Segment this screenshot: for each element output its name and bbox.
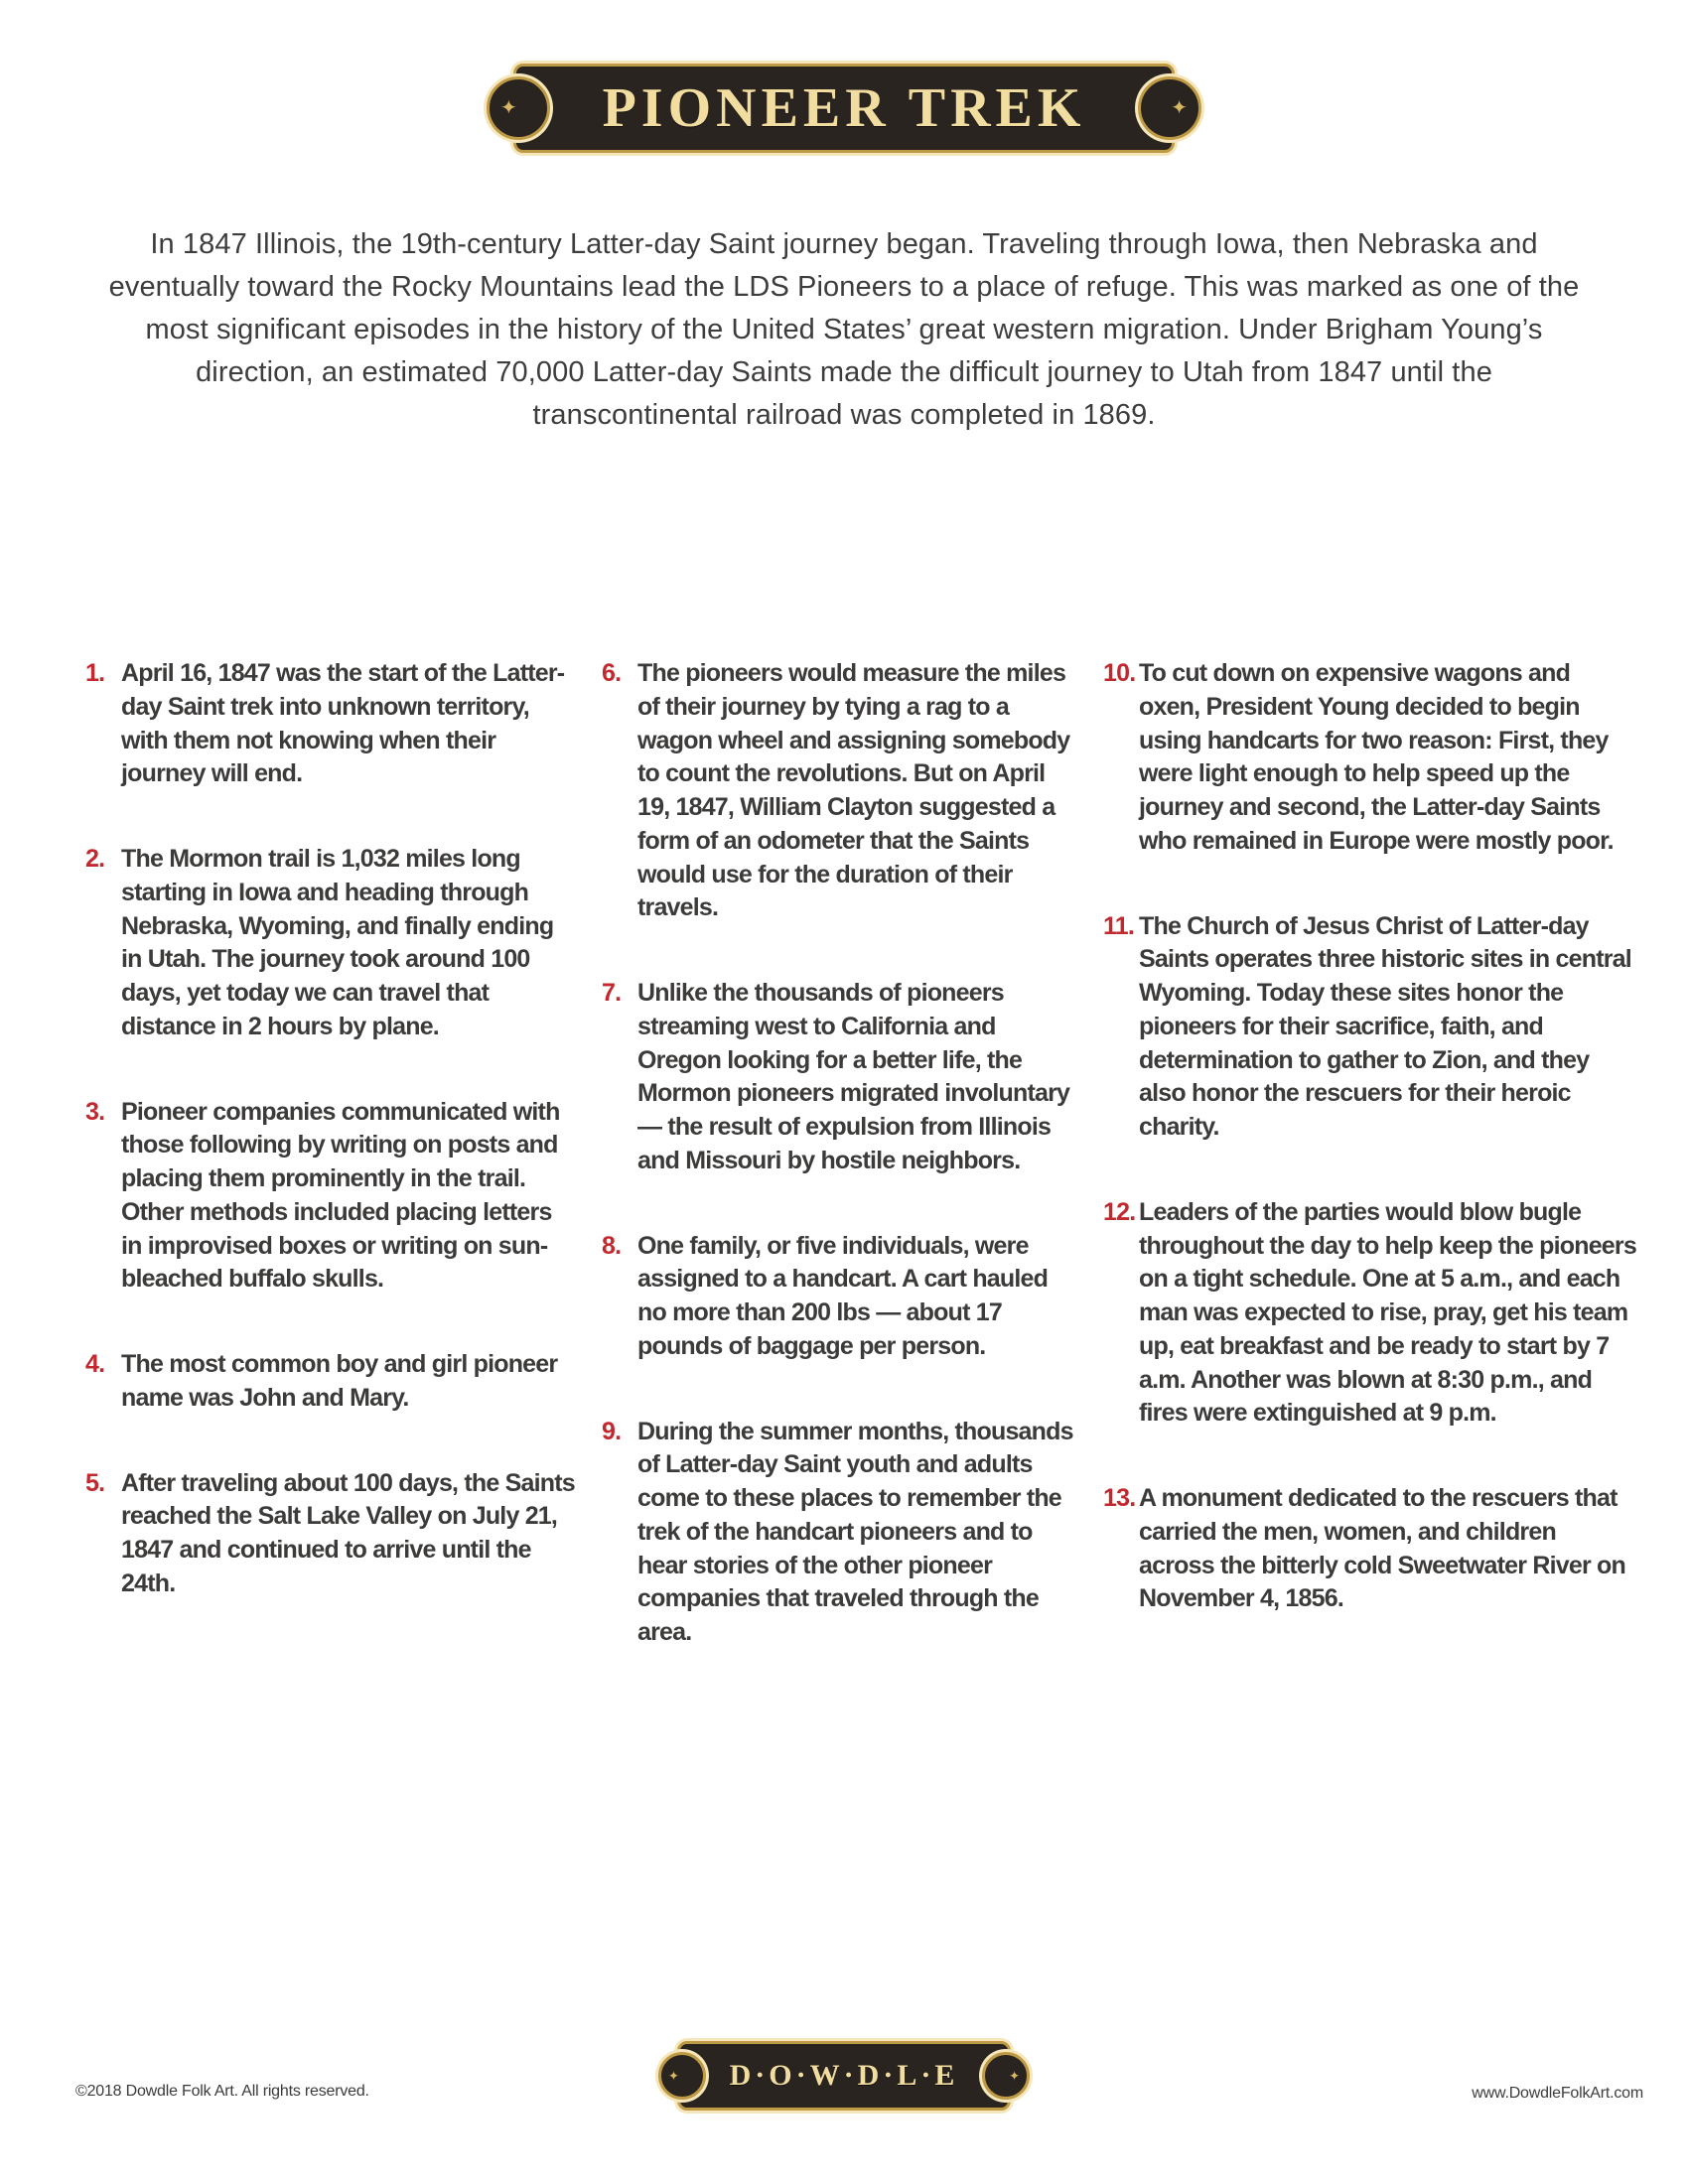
fact-item-9 bbox=[602, 1416, 1079, 1650]
fact-item-6 bbox=[602, 657, 1079, 925]
fact-item-10 bbox=[1103, 657, 1636, 859]
fact-text: During the summer months, thousands of Latter-day Saint youth and adults come to these places to remember the trek of the handcart pioneers and to hear stories of the other pioneer companies that traveled through the area. bbox=[637, 1417, 1073, 1646]
fact-text: A monument dedicated to the rescuers that carried the men, women, and children across the bitterly cold Sweetwater River on November 4, 1856. bbox=[1139, 1484, 1625, 1613]
fact-number: 10. bbox=[1103, 659, 1136, 687]
fact-text: Unlike the thousands of pioneers streaming west to California and Oregon looking for a better life, the Mormon pioneers migrated involuntary — the result of expulsion from Illinois and Missouri by hostile neighbors. bbox=[637, 979, 1070, 1174]
fact-text: Pioneer companies communicated with those following by writing on posts and placing them prominently in the trail. Other methods included placing letters in improvised boxes or writing on sun-bleached buffalo skulls. bbox=[121, 1097, 560, 1294]
plaque-ornament-icon: ✦ bbox=[668, 2068, 679, 2084]
plaque-ornament-icon: ✦ bbox=[1009, 2068, 1020, 2084]
fact-text: The pioneers would measure the miles of their journey by tying a rag to a wagon wheel and assigning somebody to count the revolutions. But on April 19, 1847, William Clayton suggested a form of an odometer that the Saints would use for the duration of their travels. bbox=[637, 659, 1070, 922]
fact-item-3 bbox=[85, 1096, 578, 1297]
copyright-text: ©2018 Dowdle Folk Art. All rights reserved. bbox=[75, 2083, 369, 2100]
fact-number: 6. bbox=[602, 659, 622, 687]
plaque-ornament-icon: ✦ bbox=[500, 97, 517, 119]
fact-item-2 bbox=[85, 843, 578, 1044]
facts-columns bbox=[85, 657, 1644, 1702]
fact-item-5 bbox=[85, 1467, 578, 1601]
fact-item-7 bbox=[602, 977, 1079, 1178]
fact-text: One family, or five individuals, were assigned to a handcart. A cart hauled no more than 200 lbs — about 17 pounds of baggage per person. bbox=[637, 1231, 1049, 1360]
fact-number: 8. bbox=[602, 1231, 622, 1260]
facts-column-3 bbox=[1103, 657, 1644, 1702]
fact-text: To cut down on expensive wagons and oxen, President Young decided to begin using handcarts for two reason: First, they were light enough to help speed up the journey and second, the Latter-day Saints who remained in Europe were mostly poor. bbox=[1139, 659, 1614, 855]
fact-item-4 bbox=[85, 1348, 578, 1416]
fact-text: After traveling about 100 days, the Saints reached the Salt Lake Valley on July 21, 1847 and continued to arrive until the 24th. bbox=[121, 1468, 575, 1597]
fact-item-1 bbox=[85, 657, 578, 791]
fact-number: 2. bbox=[85, 845, 105, 873]
plaque-ornament-icon: ✦ bbox=[1171, 97, 1188, 119]
fact-number: 11. bbox=[1103, 911, 1134, 940]
fact-number: 13. bbox=[1103, 1484, 1136, 1512]
footer-logo: D·O·W·D·L·E bbox=[729, 2059, 959, 2092]
fact-number: 7. bbox=[602, 979, 622, 1007]
fact-number: 5. bbox=[85, 1468, 105, 1497]
fact-text: The most common boy and girl pioneer name was John and Mary. bbox=[121, 1350, 558, 1412]
fact-text: The Mormon trail is 1,032 miles long starting in Iowa and heading through Nebraska, Wyoming, and finally ending in Utah. The journey took around 100 days, yet today we can travel that distance in 2 hours by plane. bbox=[121, 845, 554, 1040]
website-text: www.DowdleFolkArt.com bbox=[1472, 2085, 1643, 2102]
fact-item-13 bbox=[1103, 1482, 1636, 1616]
fact-item-8 bbox=[602, 1230, 1079, 1364]
header-plaque bbox=[500, 64, 1188, 153]
footer-plaque bbox=[668, 2041, 1020, 2111]
fact-text: Leaders of the parties would blow bugle throughout the day to help keep the pioneers on a tight schedule. One at 5 a.m., and each man was expected to rise, pray, get his team up, eat breakfast and be ready to start by 7 a.m. Another was blown at 8:30 p.m., and fires were extinguished at 9 p.m. bbox=[1139, 1197, 1636, 1428]
page-title: PIONEER TREK bbox=[602, 77, 1086, 139]
fact-number: 4. bbox=[85, 1350, 105, 1378]
facts-column-2 bbox=[602, 657, 1103, 1702]
intro-paragraph: In 1847 Illinois, the 19th-century Latter-day Saint journey began. Traveling through Iowa, then Nebraska and eventually toward the Rocky Mountains lead the LDS Pioneers to a place of refuge. This was marked as one of the most significant episodes in the history of the United States’ great western migration. Under Brigham Young’s direction, an estimated 70,000 Latter-day Saints made the difficult journey to Utah from 1847 until the transcontinental railroad was completed in 1869. bbox=[108, 228, 1580, 431]
fact-number: 1. bbox=[85, 659, 105, 687]
fact-item-11 bbox=[1103, 910, 1636, 1145]
fact-number: 9. bbox=[602, 1417, 622, 1445]
fact-number: 3. bbox=[85, 1097, 105, 1126]
facts-column-1 bbox=[85, 657, 602, 1702]
fact-item-12 bbox=[1103, 1196, 1636, 1431]
fact-number: 12. bbox=[1103, 1197, 1136, 1226]
fact-text: April 16, 1847 was the start of the Latter-day Saint trek into unknown territory, with them not knowing when their journey will end. bbox=[121, 659, 565, 788]
fact-text: The Church of Jesus Christ of Latter-day Saints operates three historic sites in central Wyoming. Today these sites honor the pioneers for their sacrifice, faith, and determination to gather to Zion, and they also honor the rescuers for their heroic charity. bbox=[1139, 911, 1631, 1141]
